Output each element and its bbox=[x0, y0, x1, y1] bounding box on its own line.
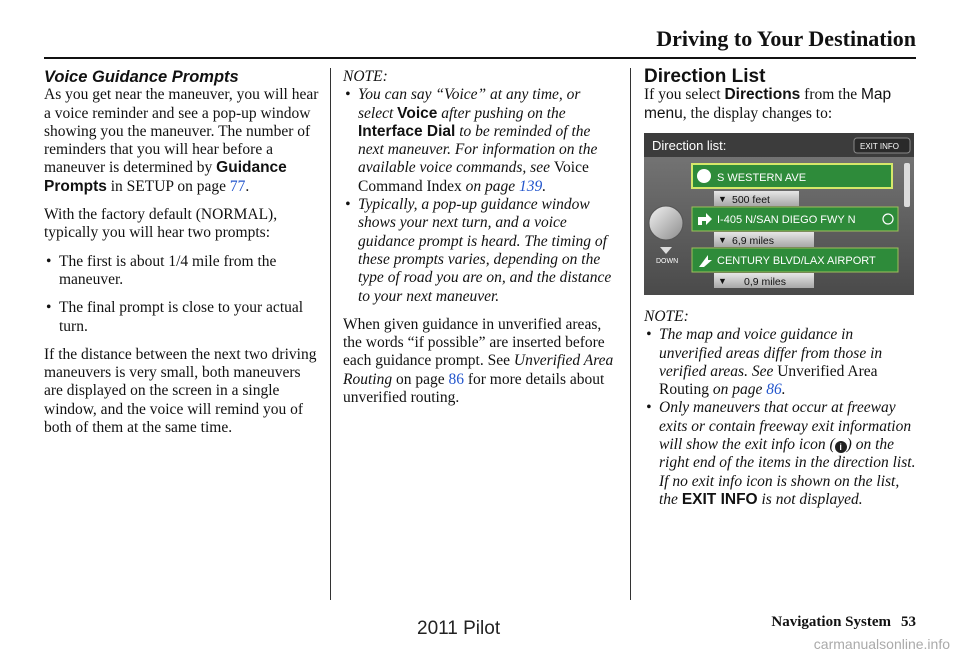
section-heading-direction-list: Direction List bbox=[644, 66, 766, 87]
term-voice: Voice bbox=[397, 104, 438, 122]
text: on page bbox=[708, 381, 767, 399]
distance-2: 6,9 miles bbox=[732, 235, 775, 247]
text: for more details about unverified routing. bbox=[343, 370, 605, 407]
screen-title: Direction list: bbox=[652, 138, 727, 153]
page-link-77[interactable]: 77 bbox=[229, 177, 246, 195]
note-label: NOTE: bbox=[644, 308, 689, 325]
interface-dial-knob bbox=[649, 206, 683, 240]
ref-unverified-area-routing: Unverified Area Routing bbox=[343, 352, 614, 388]
paragraph-intro bbox=[644, 86, 916, 123]
ref-unverified-area-routing: Unverified Area Routing bbox=[659, 362, 878, 399]
text: . bbox=[781, 381, 786, 399]
spacer bbox=[44, 243, 320, 253]
chevron-down-icon: ▼ bbox=[718, 194, 727, 204]
direction-item-3-label: CENTURY BLVD/LAX AIRPORT bbox=[717, 255, 876, 267]
text: You can say “Voice” at any time, or select bbox=[358, 86, 581, 122]
term-interface-dial: Interface Dial bbox=[358, 122, 456, 140]
term-map-menu: Map menu bbox=[644, 86, 892, 122]
footer-model: 2011 Pilot bbox=[417, 618, 501, 639]
header-rule bbox=[44, 57, 916, 59]
column-divider bbox=[330, 68, 331, 600]
chevron-down-icon: ▼ bbox=[718, 235, 727, 245]
text: on page bbox=[461, 177, 520, 195]
page-link-86[interactable]: 86 bbox=[766, 381, 782, 399]
list-item: • The final prompt is close to your actual turn. bbox=[44, 299, 320, 336]
text: If you select bbox=[644, 86, 725, 104]
text: is not displayed. bbox=[757, 490, 863, 508]
text: in SETUP on page bbox=[106, 177, 230, 195]
right-column bbox=[644, 68, 916, 123]
paragraph-unverified-areas bbox=[343, 316, 619, 407]
footer-watermark: carmanualsonline.info bbox=[813, 636, 950, 652]
page-link-139[interactable]: 139 bbox=[519, 177, 543, 195]
paragraph-close-maneuvers: If the distance between the next two driving maneuvers is very small, both maneuvers are displayed on the screen in a single window, and the voice will remind you of both of them at the same time. bbox=[44, 345, 317, 437]
direction-item-2-label: I-405 N/SAN DIEGO FWY N bbox=[717, 214, 856, 226]
maneuver-icon-1 bbox=[697, 169, 711, 183]
text: ) on the right end of the items in the direction list. If no exit info icon is shown on the list, the bbox=[659, 436, 916, 508]
distance-1: 500 feet bbox=[732, 194, 770, 206]
down-label: DOWN bbox=[656, 258, 679, 265]
navigation-screen-image bbox=[644, 133, 914, 295]
list-item bbox=[644, 399, 916, 509]
footer-section bbox=[771, 614, 916, 631]
distance-3: 0,9 miles bbox=[744, 276, 787, 288]
prompt-list bbox=[44, 253, 320, 336]
term-guidance-prompts: Guidance Prompts bbox=[44, 159, 287, 195]
note-label: NOTE: bbox=[343, 68, 388, 85]
paragraph-factory-default: With the factory default (NORMAL), typically you will hear two prompts: bbox=[44, 206, 278, 242]
info-icon: i bbox=[835, 441, 847, 453]
list-item bbox=[343, 86, 619, 196]
page-header-title: Driving to Your Destination bbox=[656, 26, 916, 51]
text: from the bbox=[800, 86, 861, 104]
text: , the display changes to: bbox=[682, 104, 833, 122]
right-notes bbox=[644, 308, 916, 509]
list-item: • The first is about 1/4 mile from the maneuver. bbox=[44, 253, 320, 290]
spacer bbox=[44, 196, 320, 206]
term-exit-info: EXIT INFO bbox=[681, 490, 758, 508]
direction-list-screen bbox=[644, 133, 914, 295]
direction-item-1-label: S WESTERN AVE bbox=[717, 172, 807, 184]
text: The map and voice guidance in unverified areas differ from those in verified areas. See bbox=[659, 326, 883, 380]
section-heading-voice-guidance: Voice Guidance Prompts bbox=[44, 68, 239, 86]
list-item: • Typically, a pop-up guidance window shows your next turn, and a voice guidance prompt is heard. The timing of these prompts varies, depending on the type of road you are on, and the distance to your next maneuver. bbox=[343, 196, 619, 306]
paragraph-reminders bbox=[44, 86, 320, 196]
ref-voice-command-index: Voice Command Index bbox=[358, 159, 589, 195]
text: . bbox=[245, 177, 250, 195]
column-divider bbox=[630, 68, 631, 600]
text: When given guidance in unverified areas, the words “if possible” are inserted before each guidance prompt. See bbox=[343, 315, 605, 370]
scrollbar-thumb[interactable] bbox=[904, 163, 910, 207]
page-number: 53 bbox=[901, 614, 916, 630]
text: after pushing on the bbox=[437, 104, 566, 122]
middle-column bbox=[343, 68, 619, 407]
text: . bbox=[542, 177, 547, 195]
list-item bbox=[644, 326, 916, 399]
page-link-86[interactable]: 86 bbox=[448, 370, 464, 388]
text: Only maneuvers that occur at freeway exits or contain freeway exit information will show the exit info icon ( bbox=[659, 399, 912, 454]
exit-info-button-label: EXIT INFO bbox=[860, 142, 899, 151]
text: on page bbox=[392, 370, 449, 388]
left-column bbox=[44, 68, 320, 437]
footer-section-name: Navigation System bbox=[771, 614, 891, 630]
text: to be reminded of the next maneuver. For information on the available voice commands, see bbox=[358, 122, 598, 177]
chevron-down-icon: ▼ bbox=[718, 276, 727, 286]
text: As you get near the maneuver, you will hear a voice reminder and see a pop-up window showing you the maneuver. The number of reminders that you will hear before a maneuver is determined by bbox=[44, 86, 319, 177]
spacer bbox=[343, 306, 619, 316]
note-list bbox=[343, 86, 619, 306]
term-directions: Directions bbox=[724, 86, 801, 104]
note-list bbox=[644, 326, 916, 509]
